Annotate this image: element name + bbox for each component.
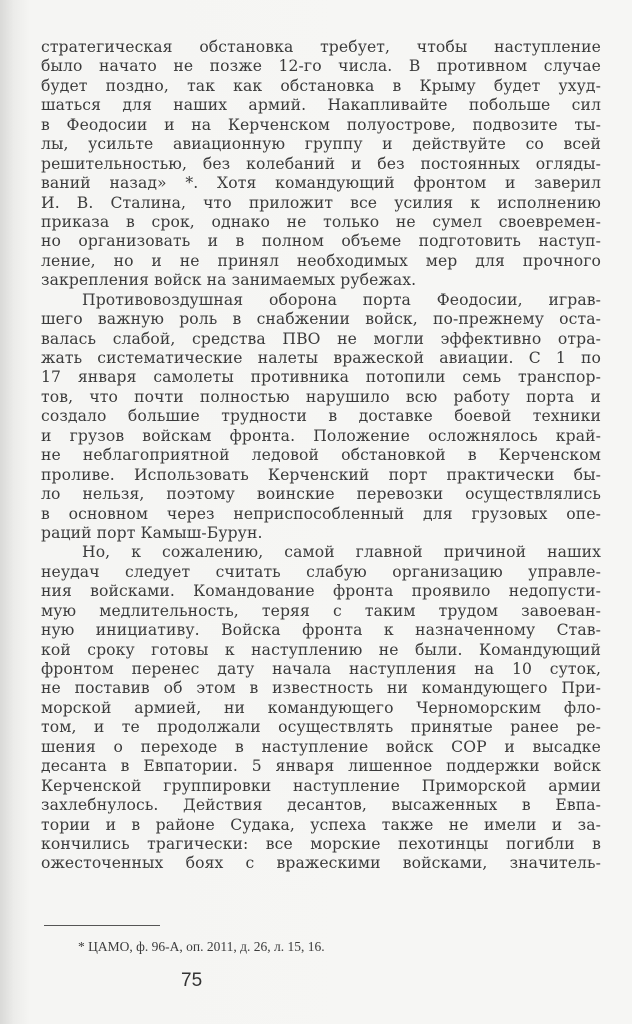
footnote-divider xyxy=(44,925,160,926)
text-line: ную инициативу. Войска фронта к назначенному Став- xyxy=(41,621,601,640)
text-line: и грузов войскам фронта. Положение осложнялось край- xyxy=(41,426,601,445)
text-line: лы, усильте авиационную группу и действуйте со всей xyxy=(41,135,601,154)
text-line: Противовоздушная оборона порта Феодосии, играв- xyxy=(82,290,601,309)
text-line: ло нельзя, поэтому воинские перевозки осуществлялись xyxy=(41,485,601,504)
text-line: будет поздно, так как обстановка в Крыму будет ухуд- xyxy=(41,76,601,95)
text-line: 17 января самолеты противника потопили семь транспор- xyxy=(41,368,601,387)
text-line: проливе. Использовать Керченский порт практически бы- xyxy=(41,465,601,484)
text-line: не неблагоприятной ледовой обстановкой в Керченском xyxy=(41,446,601,465)
text-line: ваний назад» *. Хотя командующий фронтом и заверил xyxy=(41,174,601,193)
text-line: стратегическая обстановка требует, чтобы наступление xyxy=(41,38,601,56)
text-line: ния войсками. Командование фронта проявило недопусти- xyxy=(41,582,601,601)
text-line: кой сроку готовы к наступлению не были. Командующий xyxy=(41,640,601,659)
text-line: десанта в Евпатории. 5 января лишенное поддержки войск xyxy=(41,757,601,776)
text-line: тов, что почти полностью нарушило всю работу порта и xyxy=(41,387,601,406)
text-line: шего важную роль в снабжении войск, по-прежнему оста- xyxy=(41,310,601,329)
text-line: валась слабой, средства ПВО не могли эффективно отра- xyxy=(41,329,601,348)
text-line: ление, но и не принял необходимых мер для прочного xyxy=(41,251,601,270)
text-line: шаться для наших армий. Накапливайте побольше сил xyxy=(41,96,601,115)
text-line: закрепления войск на занимаемых рубежах. xyxy=(41,271,417,290)
text-line: Но, к сожалению, самой главной причиной наших xyxy=(82,543,601,562)
text-line: мую медлительность, теряя с таким трудом завоеван- xyxy=(41,601,601,620)
paragraph xyxy=(41,291,601,544)
text-line: но организовать и в полном объеме подготовить наступ- xyxy=(41,232,601,251)
text-line: кончились трагически: все морские пехотинцы погибли в xyxy=(41,834,601,853)
text-line: в Феодосии и на Керченском полуострове, подвозите ты- xyxy=(41,115,601,134)
text-line: ожесточенных боях с вражескими войсками, значитель- xyxy=(41,854,601,873)
body-text xyxy=(41,38,601,874)
text-line: фронтом перенес дату начала наступления на 10 суток, xyxy=(41,660,601,678)
paragraph xyxy=(41,38,601,291)
text-line: шения о переходе в наступление войск СОР и высадке xyxy=(41,737,601,756)
text-line: И. В. Сталина, что приложит все усилия к исполнению xyxy=(41,193,601,212)
text-line: том, и те продолжали осуществлять принятые ранее ре- xyxy=(41,718,601,737)
text-line: в основном через неприспособленный для грузовых опе- xyxy=(41,504,601,523)
text-line: не поставив об этом в известность ни командующего При- xyxy=(41,679,601,698)
text-line: тории и в районе Судака, успеха также не имели и за- xyxy=(41,815,601,834)
text-line: раций порт Камыш-Бурун. xyxy=(41,523,263,542)
text-line: захлебнулось. Действия десантов, высаженных в Евпа- xyxy=(41,796,601,815)
text-line: морской армией, ни командующего Черноморским фло- xyxy=(41,698,601,717)
paragraph xyxy=(41,543,601,873)
text-line: жать систематические налеты вражеской авиации. С 1 по xyxy=(41,349,601,367)
text-line: решительностью, без колебаний и без постоянных огляды- xyxy=(41,154,601,173)
text-line: приказа в срок, однако не только не сумел своевремен- xyxy=(41,212,601,231)
text-line: Керченской группировки наступление Приморской армии xyxy=(41,776,601,795)
footnote: * ЦАМО, ф. 96-А, оп. 2011, д. 26, л. 15, 16. xyxy=(78,939,325,954)
text-line: создало большие трудности в доставке боевой техники xyxy=(41,407,601,426)
text-line: было начато не позже 12-го числа. В противном случае xyxy=(41,57,601,76)
text-line: неудач следует считать слабую организацию управле- xyxy=(41,562,601,581)
page-number: 75 xyxy=(181,970,203,991)
